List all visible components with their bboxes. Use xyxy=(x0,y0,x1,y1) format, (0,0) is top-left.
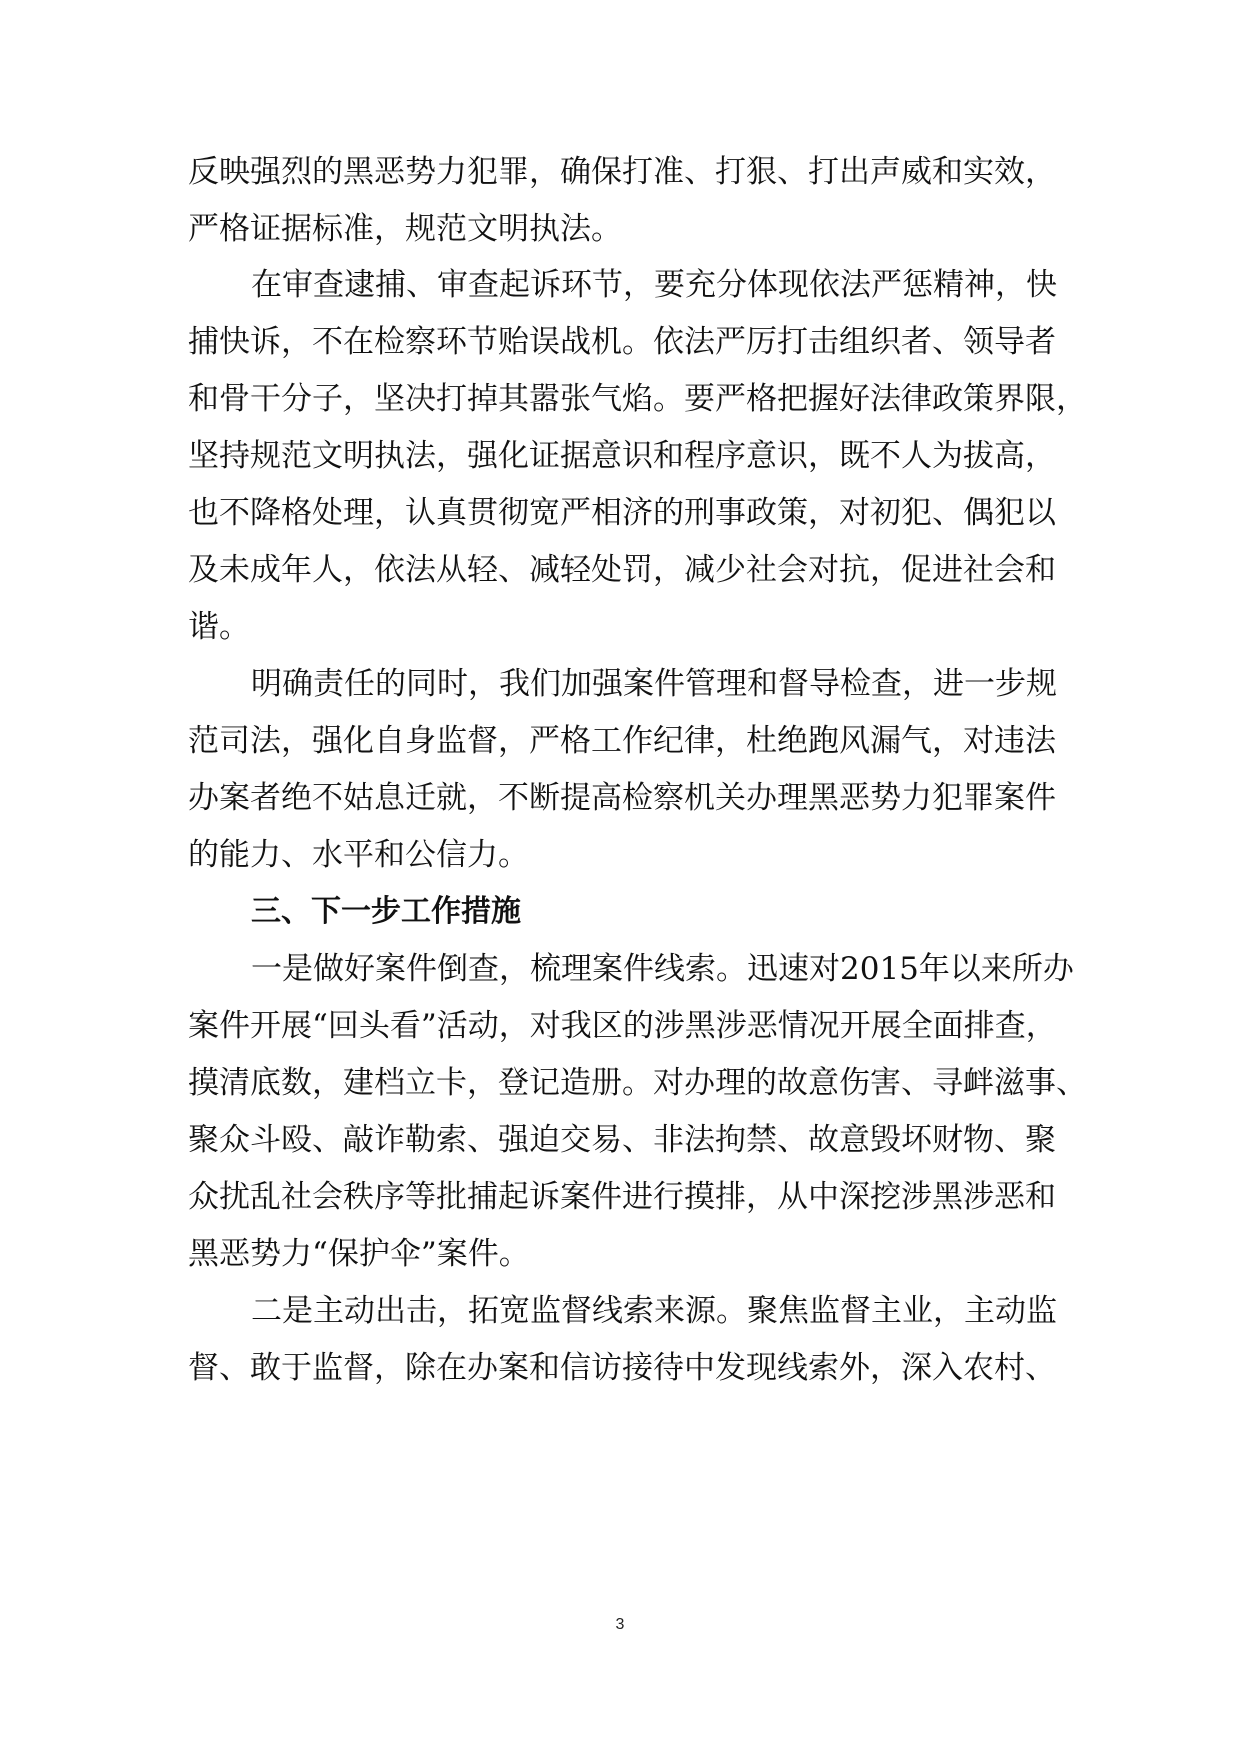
text-line: 督、敢于监督，除在办案和信访接待中发现线索外，深入农村、 xyxy=(188,1350,1056,1386)
text-line: 的能力、水平和公信力。 xyxy=(188,837,529,873)
text-line: 也不降格处理，认真贯彻宽严相济的刑事政策，对初犯、偶犯以 xyxy=(188,495,1056,531)
text-line: 谐。 xyxy=(188,609,250,645)
text-line: 案件开展“回头看”活动，对我区的涉黑涉恶情况开展全面排查， xyxy=(188,1008,1057,1044)
text-line: 一是做好案件倒查，梳理案件线索。迅速对2015年以来所办 xyxy=(251,951,1074,987)
text-line: 摸清底数，建档立卡，登记造册。对办理的故意伤害、寻衅滋事、 xyxy=(188,1065,1087,1101)
text-line: 捕快诉，不在检察环节贻误战机。依法严厉打击组织者、领导者 xyxy=(188,324,1056,360)
text-line: 明确责任的同时，我们加强案件管理和督导检查，进一步规 xyxy=(251,666,1057,702)
text-line: 范司法，强化自身监督，严格工作纪律，杜绝跑风漏气，对违法 xyxy=(188,723,1056,759)
text-line: 及未成年人，依法从轻、减轻处罚，减少社会对抗，促进社会和 xyxy=(188,552,1056,588)
page-number: 3 xyxy=(615,1616,625,1633)
text-line: 聚众斗殴、敲诈勒索、强迫交易、非法拘禁、故意毁坏财物、聚 xyxy=(188,1122,1056,1158)
text-line: 反映强烈的黑恶势力犯罪，确保打准、打狠、打出声威和实效， xyxy=(188,154,1056,190)
text-line: 黑恶势力“保护伞”案件。 xyxy=(188,1236,530,1272)
text-line: 办案者绝不姑息迁就，不断提高检察机关办理黑恶势力犯罪案件 xyxy=(188,780,1056,816)
text-line: 严格证据标准，规范文明执法。 xyxy=(188,211,622,247)
text-line: 在审查逮捕、审查起诉环节，要充分体现依法严惩精神，快 xyxy=(251,267,1057,303)
text-line: 和骨干分子，坚决打掉其嚣张气焰。要严格把握好法律政策界限， xyxy=(188,381,1087,417)
text-line: 二是主动出击，拓宽监督线索来源。聚焦监督主业，主动监 xyxy=(251,1293,1057,1329)
text-line: 众扰乱社会秩序等批捕起诉案件进行摸排，从中深挖涉黑涉恶和 xyxy=(188,1179,1056,1215)
text-line: 坚持规范文明执法，强化证据意识和程序意识，既不人为拔高， xyxy=(188,438,1056,474)
section-heading: 三、下一步工作措施 xyxy=(251,894,521,929)
